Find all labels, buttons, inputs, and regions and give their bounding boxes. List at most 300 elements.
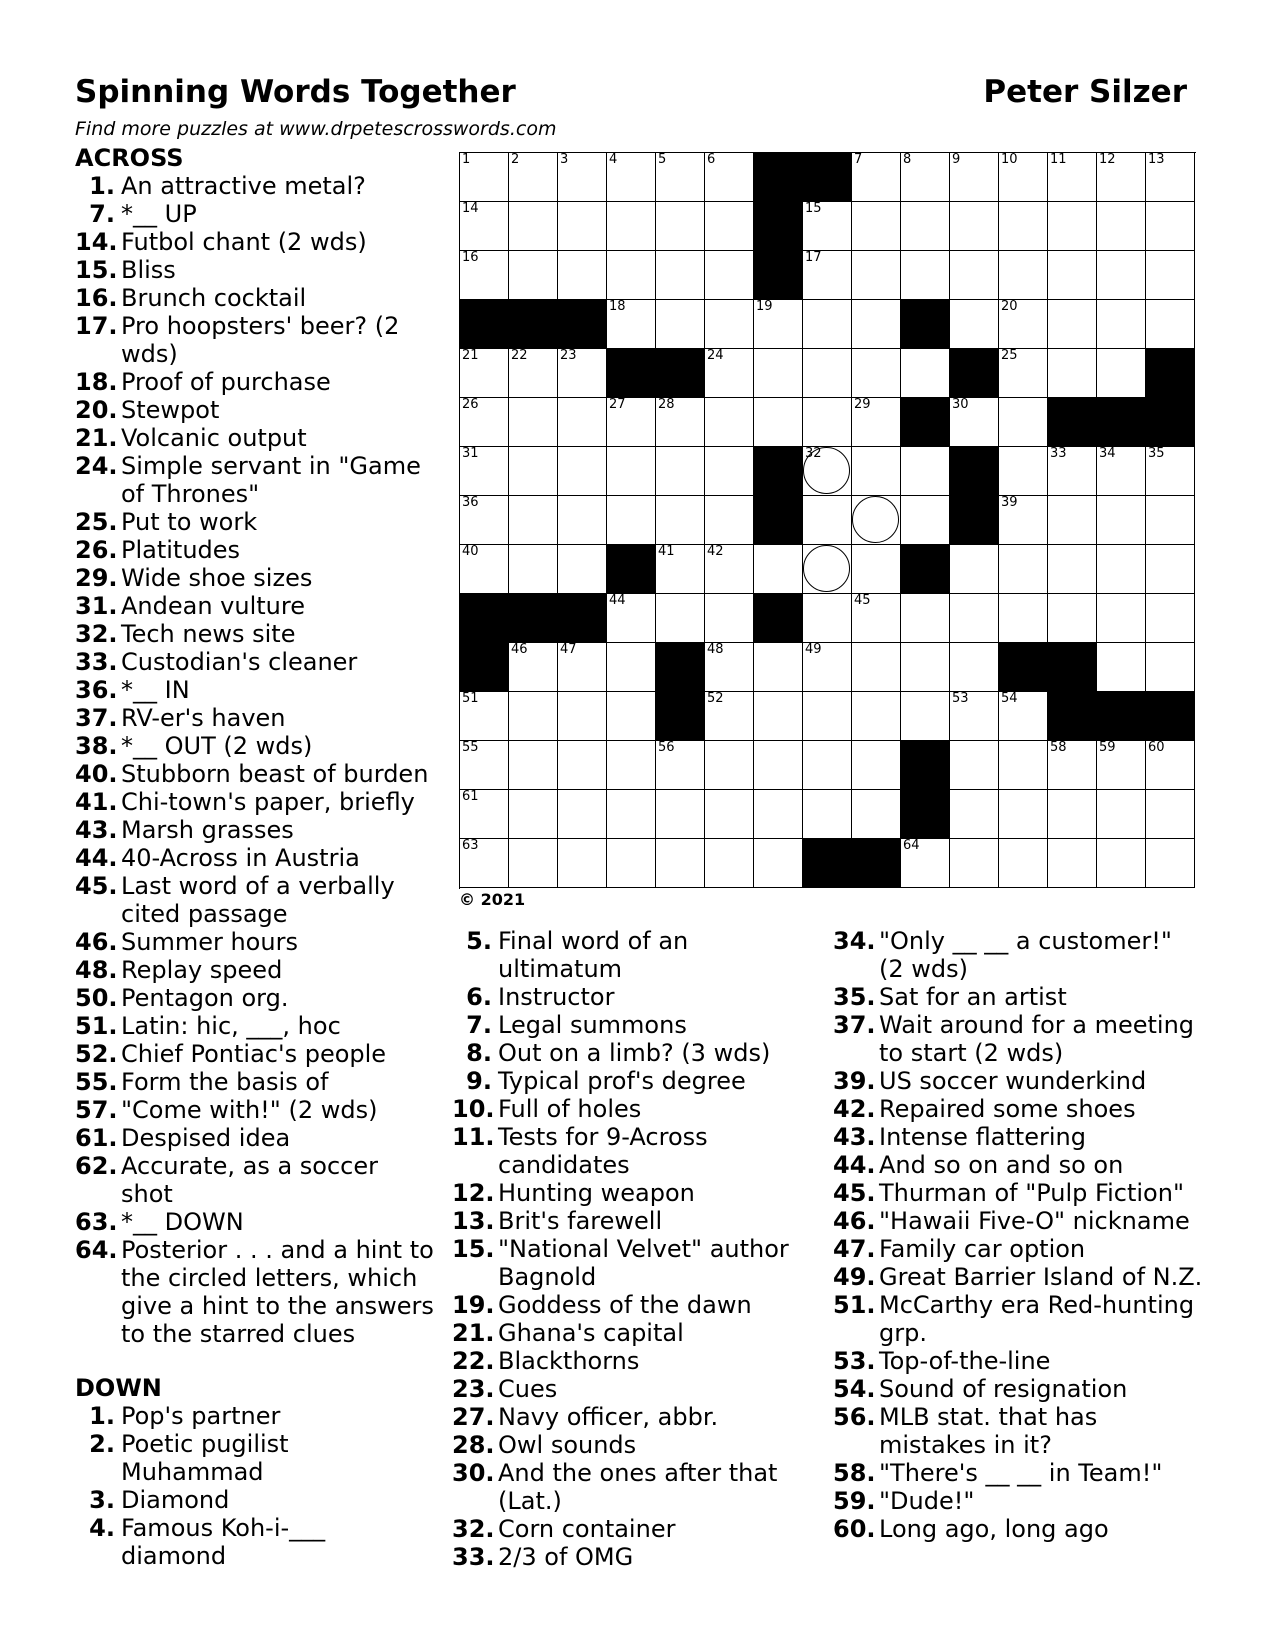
grid-cell[interactable] bbox=[901, 153, 950, 202]
grid-cell[interactable] bbox=[950, 692, 999, 741]
across-clue bbox=[75, 704, 435, 732]
grid-cell[interactable] bbox=[901, 643, 950, 692]
grid-cell[interactable] bbox=[950, 545, 999, 594]
grid-cell[interactable] bbox=[656, 741, 705, 790]
grid-cell[interactable] bbox=[558, 741, 607, 790]
grid-cell[interactable] bbox=[803, 496, 852, 545]
grid-cell[interactable] bbox=[509, 790, 558, 839]
cell-number: 45 bbox=[854, 593, 871, 608]
clue-number: 9. bbox=[466, 1067, 492, 1095]
grid-cell[interactable] bbox=[607, 741, 656, 790]
grid-cell[interactable] bbox=[999, 349, 1048, 398]
grid-cell[interactable] bbox=[705, 790, 754, 839]
down-clue bbox=[833, 1375, 1203, 1403]
down-clue bbox=[452, 1543, 812, 1571]
grid-cell[interactable] bbox=[1097, 447, 1146, 496]
across-clue bbox=[75, 172, 435, 200]
grid-cell[interactable] bbox=[1146, 545, 1195, 594]
clue-number: 3. bbox=[89, 1486, 115, 1514]
cell-number: 21 bbox=[462, 348, 479, 363]
grid-cell[interactable] bbox=[558, 839, 607, 888]
grid-cell[interactable] bbox=[901, 496, 950, 545]
grid-cell[interactable] bbox=[803, 300, 852, 349]
grid-cell[interactable] bbox=[1048, 251, 1097, 300]
grid-cell[interactable] bbox=[705, 496, 754, 545]
black-square bbox=[509, 300, 558, 349]
grid-cell[interactable] bbox=[754, 839, 803, 888]
grid-cell[interactable] bbox=[607, 251, 656, 300]
down-clue bbox=[833, 1515, 1203, 1543]
grid-cell[interactable] bbox=[852, 202, 901, 251]
grid-cell[interactable] bbox=[509, 251, 558, 300]
clue-text: Intense flattering bbox=[879, 1123, 1086, 1151]
grid-cell[interactable] bbox=[558, 398, 607, 447]
clue-text: 2/3 of OMG bbox=[498, 1543, 634, 1571]
grid-cell[interactable] bbox=[607, 643, 656, 692]
grid-cell[interactable] bbox=[803, 202, 852, 251]
black-square bbox=[754, 202, 803, 251]
clue-number: 36. bbox=[75, 676, 118, 704]
clue-text: Typical prof's degree bbox=[498, 1067, 746, 1095]
grid-cell[interactable] bbox=[1048, 153, 1097, 202]
grid-cell[interactable] bbox=[754, 643, 803, 692]
website-subtitle: Find more puzzles at www.drpetescrosswords.com bbox=[75, 118, 557, 140]
black-square bbox=[1048, 398, 1097, 447]
clue-text: Owl sounds bbox=[498, 1431, 637, 1459]
clue-number: 32. bbox=[452, 1515, 495, 1543]
cell-number: 36 bbox=[462, 495, 479, 510]
clue-number: 17. bbox=[75, 312, 118, 340]
grid-cell[interactable] bbox=[705, 300, 754, 349]
clue-number: 44. bbox=[75, 844, 118, 872]
grid-cell[interactable] bbox=[1146, 153, 1195, 202]
grid-cell[interactable] bbox=[999, 790, 1048, 839]
down-clue bbox=[833, 927, 1203, 983]
clue-text: Chi-town's paper, briefly bbox=[121, 788, 415, 816]
down-clue bbox=[833, 983, 1203, 1011]
circle-marker bbox=[852, 496, 899, 543]
across-clue bbox=[75, 732, 435, 760]
grid-cell[interactable] bbox=[558, 692, 607, 741]
grid-cell[interactable] bbox=[999, 594, 1048, 643]
down-clue bbox=[833, 1263, 1203, 1291]
down-clue bbox=[833, 1095, 1203, 1123]
grid-cell[interactable] bbox=[1048, 741, 1097, 790]
grid-cell[interactable] bbox=[999, 545, 1048, 594]
grid-cell[interactable] bbox=[607, 202, 656, 251]
grid-cell[interactable] bbox=[607, 153, 656, 202]
down-clues-column-3 bbox=[833, 927, 1203, 1543]
grid-cell[interactable] bbox=[656, 447, 705, 496]
grid-cell[interactable] bbox=[558, 202, 607, 251]
grid-cell[interactable] bbox=[607, 447, 656, 496]
clue-number: 33. bbox=[75, 648, 118, 676]
grid-cell[interactable] bbox=[999, 398, 1048, 447]
grid-cell[interactable] bbox=[1097, 741, 1146, 790]
grid-cell[interactable] bbox=[558, 545, 607, 594]
down-clue bbox=[75, 1486, 435, 1514]
cell-number: 41 bbox=[658, 544, 675, 559]
grid-cell[interactable] bbox=[901, 692, 950, 741]
grid-cell[interactable] bbox=[950, 839, 999, 888]
down-clues-column-2 bbox=[452, 927, 812, 1571]
grid-cell[interactable] bbox=[656, 839, 705, 888]
clue-text: "Come with!" (2 wds) bbox=[121, 1096, 378, 1124]
down-clue bbox=[452, 927, 812, 983]
grid-cell[interactable] bbox=[1146, 643, 1195, 692]
grid-cell[interactable] bbox=[1048, 594, 1097, 643]
grid-cell[interactable] bbox=[607, 496, 656, 545]
clue-number: 49. bbox=[833, 1263, 876, 1291]
grid-cell[interactable] bbox=[999, 300, 1048, 349]
down-clue bbox=[833, 1487, 1203, 1515]
clue-number: 40. bbox=[75, 760, 118, 788]
grid-cell[interactable] bbox=[558, 349, 607, 398]
grid-cell[interactable] bbox=[509, 447, 558, 496]
clue-number: 21. bbox=[75, 424, 118, 452]
black-square bbox=[509, 594, 558, 643]
circle-marker bbox=[803, 545, 850, 592]
clue-number: 57. bbox=[75, 1096, 118, 1124]
grid-cell[interactable] bbox=[1146, 496, 1195, 545]
black-square bbox=[558, 594, 607, 643]
grid-cell[interactable] bbox=[803, 692, 852, 741]
cell-number: 8 bbox=[903, 152, 912, 167]
clue-number: 1. bbox=[89, 172, 115, 200]
across-clue bbox=[75, 1236, 435, 1348]
clue-number: 62. bbox=[75, 1152, 118, 1180]
clue-text: "There's __ __ in Team!" bbox=[879, 1459, 1163, 1487]
cell-number: 13 bbox=[1148, 152, 1165, 167]
grid-cell[interactable] bbox=[1146, 594, 1195, 643]
grid-cell[interactable] bbox=[607, 398, 656, 447]
clue-number: 24. bbox=[75, 452, 118, 480]
clue-text: Chief Pontiac's people bbox=[121, 1040, 387, 1068]
clue-text: Despised idea bbox=[121, 1124, 291, 1152]
grid-cell[interactable] bbox=[656, 202, 705, 251]
grid-cell[interactable] bbox=[460, 251, 509, 300]
grid-cell[interactable] bbox=[558, 251, 607, 300]
grid-cell[interactable] bbox=[1146, 839, 1195, 888]
grid-cell[interactable] bbox=[901, 251, 950, 300]
down-clue bbox=[452, 983, 812, 1011]
grid-cell[interactable] bbox=[705, 349, 754, 398]
grid-cell[interactable] bbox=[705, 153, 754, 202]
clue-text: Marsh grasses bbox=[121, 816, 294, 844]
grid-cell[interactable] bbox=[1048, 496, 1097, 545]
grid-cell[interactable] bbox=[1097, 643, 1146, 692]
grid-cell[interactable] bbox=[460, 153, 509, 202]
grid-cell[interactable] bbox=[754, 545, 803, 594]
clue-text: Volcanic output bbox=[121, 424, 307, 452]
clue-number: 32. bbox=[75, 620, 118, 648]
grid-cell[interactable] bbox=[1048, 545, 1097, 594]
black-square bbox=[656, 643, 705, 692]
clue-text: 40-Across in Austria bbox=[121, 844, 360, 872]
grid-cell[interactable] bbox=[901, 447, 950, 496]
clue-text: Pentagon org. bbox=[121, 984, 289, 1012]
grid-cell[interactable] bbox=[509, 643, 558, 692]
grid-cell[interactable] bbox=[852, 741, 901, 790]
clue-number: 22. bbox=[452, 1347, 495, 1375]
grid-cell[interactable] bbox=[460, 692, 509, 741]
clue-text: Latin: hic, ___, hoc bbox=[121, 1012, 341, 1040]
grid-cell[interactable] bbox=[1097, 496, 1146, 545]
across-clue bbox=[75, 788, 435, 816]
grid-cell[interactable] bbox=[460, 545, 509, 594]
grid-cell[interactable] bbox=[950, 153, 999, 202]
grid-cell[interactable] bbox=[950, 398, 999, 447]
grid-cell[interactable] bbox=[754, 790, 803, 839]
across-clue bbox=[75, 1040, 435, 1068]
grid-cell[interactable] bbox=[1048, 447, 1097, 496]
grid-cell[interactable] bbox=[852, 545, 901, 594]
grid-cell[interactable] bbox=[1097, 202, 1146, 251]
grid-cell[interactable] bbox=[901, 349, 950, 398]
down-clue bbox=[452, 1431, 812, 1459]
clue-number: 18. bbox=[75, 368, 118, 396]
grid-cell[interactable] bbox=[950, 741, 999, 790]
grid-cell[interactable] bbox=[558, 643, 607, 692]
grid-cell[interactable] bbox=[803, 790, 852, 839]
grid-cell[interactable] bbox=[1146, 447, 1195, 496]
grid-cell[interactable] bbox=[950, 300, 999, 349]
down-clue bbox=[833, 1179, 1203, 1207]
grid-cell[interactable] bbox=[705, 398, 754, 447]
black-square bbox=[460, 643, 509, 692]
grid-cell[interactable] bbox=[1097, 545, 1146, 594]
grid-cell[interactable] bbox=[803, 251, 852, 300]
grid-cell[interactable] bbox=[999, 153, 1048, 202]
grid-cell[interactable] bbox=[705, 202, 754, 251]
grid-cell[interactable] bbox=[558, 790, 607, 839]
grid-cell[interactable] bbox=[950, 594, 999, 643]
grid-cell[interactable] bbox=[852, 398, 901, 447]
grid-cell[interactable] bbox=[460, 447, 509, 496]
grid-cell[interactable] bbox=[852, 447, 901, 496]
grid-cell[interactable] bbox=[656, 251, 705, 300]
black-square bbox=[656, 349, 705, 398]
cell-number: 23 bbox=[560, 348, 577, 363]
grid-cell[interactable] bbox=[656, 594, 705, 643]
grid-cell[interactable] bbox=[754, 692, 803, 741]
grid-cell[interactable] bbox=[999, 251, 1048, 300]
grid-cell[interactable] bbox=[1097, 839, 1146, 888]
down-clue bbox=[75, 1402, 435, 1430]
black-square bbox=[754, 251, 803, 300]
grid-cell[interactable] bbox=[1048, 839, 1097, 888]
grid-cell[interactable] bbox=[1097, 251, 1146, 300]
grid-cell[interactable] bbox=[558, 496, 607, 545]
clue-text: Pop's partner bbox=[121, 1402, 281, 1430]
grid-cell[interactable] bbox=[999, 496, 1048, 545]
clue-text: Sat for an artist bbox=[879, 983, 1067, 1011]
grid-cell[interactable] bbox=[705, 447, 754, 496]
grid-cell[interactable] bbox=[754, 349, 803, 398]
grid-cell[interactable] bbox=[999, 447, 1048, 496]
clue-text: Goddess of the dawn bbox=[498, 1291, 752, 1319]
across-clue bbox=[75, 256, 435, 284]
grid-cell[interactable] bbox=[460, 790, 509, 839]
grid-cell[interactable] bbox=[1146, 790, 1195, 839]
clue-number: 7. bbox=[89, 200, 115, 228]
cell-number: 31 bbox=[462, 446, 479, 461]
grid-cell[interactable] bbox=[509, 398, 558, 447]
grid-cell[interactable] bbox=[705, 594, 754, 643]
grid-cell[interactable] bbox=[901, 594, 950, 643]
cell-number: 32 bbox=[805, 446, 822, 461]
grid-cell[interactable] bbox=[705, 643, 754, 692]
grid-cell[interactable] bbox=[607, 790, 656, 839]
grid-cell[interactable] bbox=[852, 349, 901, 398]
grid-cell[interactable] bbox=[999, 692, 1048, 741]
cell-number: 5 bbox=[658, 152, 667, 167]
grid-cell[interactable] bbox=[803, 447, 852, 496]
clue-number: 20. bbox=[75, 396, 118, 424]
down-clue bbox=[452, 1179, 812, 1207]
grid-cell[interactable] bbox=[705, 741, 754, 790]
grid-cell[interactable] bbox=[1146, 202, 1195, 251]
grid-cell[interactable] bbox=[852, 643, 901, 692]
grid-cell[interactable] bbox=[509, 202, 558, 251]
across-clue bbox=[75, 200, 435, 228]
grid-cell[interactable] bbox=[705, 251, 754, 300]
grid-cell[interactable] bbox=[460, 839, 509, 888]
cell-number: 58 bbox=[1050, 740, 1067, 755]
grid-cell[interactable] bbox=[509, 496, 558, 545]
grid-cell[interactable] bbox=[950, 251, 999, 300]
clue-number: 51. bbox=[833, 1291, 876, 1319]
grid-cell[interactable] bbox=[460, 202, 509, 251]
clue-text: Proof of purchase bbox=[121, 368, 331, 396]
grid-cell[interactable] bbox=[754, 300, 803, 349]
cell-number: 6 bbox=[707, 152, 716, 167]
grid-cell[interactable] bbox=[460, 496, 509, 545]
down-clue bbox=[452, 1235, 812, 1291]
grid-cell[interactable] bbox=[852, 790, 901, 839]
clue-text: RV-er's haven bbox=[121, 704, 286, 732]
grid-cell[interactable] bbox=[754, 741, 803, 790]
cell-number: 63 bbox=[462, 838, 479, 853]
grid-cell[interactable] bbox=[950, 643, 999, 692]
down-clue bbox=[452, 1095, 812, 1123]
grid-cell[interactable] bbox=[509, 839, 558, 888]
grid-cell[interactable] bbox=[1097, 300, 1146, 349]
across-clue bbox=[75, 816, 435, 844]
black-square bbox=[1048, 692, 1097, 741]
clue-number: 44. bbox=[833, 1151, 876, 1179]
grid-cell[interactable] bbox=[509, 349, 558, 398]
clue-text: Wide shoe sizes bbox=[121, 564, 313, 592]
grid-cell[interactable] bbox=[1146, 741, 1195, 790]
grid-cell[interactable] bbox=[1146, 251, 1195, 300]
grid-cell[interactable] bbox=[705, 839, 754, 888]
across-clue bbox=[75, 592, 435, 620]
grid-cell[interactable] bbox=[1097, 594, 1146, 643]
grid-cell[interactable] bbox=[460, 741, 509, 790]
grid-cell[interactable] bbox=[852, 692, 901, 741]
grid-cell[interactable] bbox=[656, 545, 705, 594]
grid-cell[interactable] bbox=[803, 545, 852, 594]
grid-cell[interactable] bbox=[1097, 349, 1146, 398]
grid-cell[interactable] bbox=[754, 398, 803, 447]
cell-number: 48 bbox=[707, 642, 724, 657]
grid-cell[interactable] bbox=[558, 153, 607, 202]
grid-cell[interactable] bbox=[1097, 790, 1146, 839]
grid-cell[interactable] bbox=[558, 447, 607, 496]
grid-cell[interactable] bbox=[460, 349, 509, 398]
cell-number: 38 bbox=[952, 495, 969, 510]
grid-cell[interactable] bbox=[1048, 349, 1097, 398]
grid-cell[interactable] bbox=[607, 300, 656, 349]
grid-cell[interactable] bbox=[509, 692, 558, 741]
grid-cell[interactable] bbox=[852, 300, 901, 349]
grid-cell[interactable] bbox=[950, 790, 999, 839]
grid-cell[interactable] bbox=[705, 692, 754, 741]
grid-cell[interactable] bbox=[509, 153, 558, 202]
grid-cell[interactable] bbox=[1048, 300, 1097, 349]
clue-text: US soccer wunderkind bbox=[879, 1067, 1147, 1095]
grid-cell[interactable] bbox=[803, 594, 852, 643]
grid-cell[interactable] bbox=[656, 496, 705, 545]
grid-cell[interactable] bbox=[607, 839, 656, 888]
black-square bbox=[558, 300, 607, 349]
grid-cell[interactable] bbox=[803, 643, 852, 692]
black-square bbox=[901, 790, 950, 839]
across-clue bbox=[75, 536, 435, 564]
grid-cell[interactable] bbox=[852, 496, 901, 545]
grid-cell[interactable] bbox=[852, 251, 901, 300]
grid-cell[interactable] bbox=[509, 545, 558, 594]
grid-cell[interactable] bbox=[460, 398, 509, 447]
copyright: © 2021 bbox=[459, 890, 526, 909]
grid-cell[interactable] bbox=[656, 153, 705, 202]
grid-cell[interactable] bbox=[656, 790, 705, 839]
grid-cell[interactable] bbox=[607, 594, 656, 643]
cell-number: 54 bbox=[1001, 691, 1018, 706]
grid-cell[interactable] bbox=[999, 839, 1048, 888]
grid-cell[interactable] bbox=[1146, 300, 1195, 349]
grid-cell[interactable] bbox=[901, 202, 950, 251]
grid-cell[interactable] bbox=[852, 153, 901, 202]
cell-number: 42 bbox=[707, 544, 724, 559]
grid-cell[interactable] bbox=[999, 741, 1048, 790]
grid-cell[interactable] bbox=[950, 202, 999, 251]
grid-cell[interactable] bbox=[1048, 790, 1097, 839]
grid-cell[interactable] bbox=[803, 349, 852, 398]
grid-cell[interactable] bbox=[656, 398, 705, 447]
grid-cell[interactable] bbox=[656, 300, 705, 349]
grid-cell[interactable] bbox=[803, 398, 852, 447]
black-square bbox=[803, 153, 852, 202]
clue-text: Put to work bbox=[121, 508, 258, 536]
grid-cell[interactable] bbox=[1097, 153, 1146, 202]
grid-cell[interactable] bbox=[999, 202, 1048, 251]
clue-text: McCarthy era Red-hunting grp. bbox=[879, 1291, 1195, 1347]
grid-cell[interactable] bbox=[901, 839, 950, 888]
grid-cell[interactable] bbox=[705, 545, 754, 594]
clue-number: 16. bbox=[75, 284, 118, 312]
grid-cell[interactable] bbox=[607, 692, 656, 741]
clue-number: 45. bbox=[75, 872, 118, 900]
grid-cell[interactable] bbox=[1048, 202, 1097, 251]
black-square bbox=[607, 349, 656, 398]
clue-number: 56. bbox=[833, 1403, 876, 1431]
grid-cell[interactable] bbox=[509, 741, 558, 790]
clue-text: *__ DOWN bbox=[121, 1208, 244, 1236]
grid-cell[interactable] bbox=[852, 594, 901, 643]
grid-cell[interactable] bbox=[803, 741, 852, 790]
